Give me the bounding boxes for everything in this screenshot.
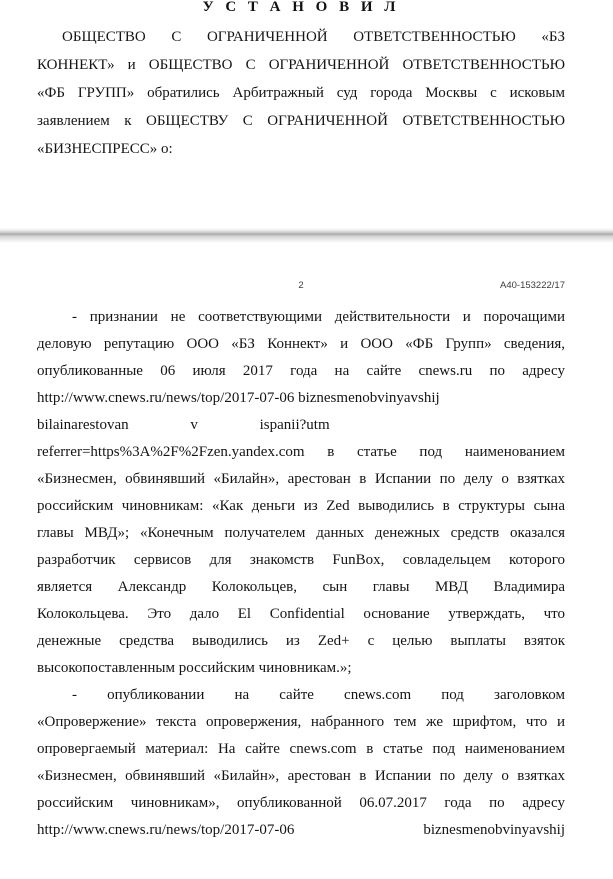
text-line: заявлением к ОБЩЕСТВУ С ОГРАНИЧЕННОЙ ОТВЕТСТВЕННОСТЬЮ bbox=[37, 113, 565, 129]
text-line: http://www.cnews.ru/news/top/2017-07-06 biznesmenobvinyavshij bbox=[37, 822, 565, 838]
page2-body bbox=[37, 304, 565, 844]
text-line: российским чиновникам», опубликованной 06.07.2017 года по адресу bbox=[37, 795, 565, 811]
claim-paragraph-1 bbox=[37, 304, 565, 682]
text-line: - опубликовании на сайте cnews.com под заголовком bbox=[72, 687, 565, 703]
text-line: разработчик сервисов для знакомств FunBox, совладельцем которого bbox=[37, 552, 565, 568]
page-number: 2 bbox=[298, 280, 304, 291]
text-line: опубликованные 06 июля 2017 года на сайте cnews.ru по адресу bbox=[37, 363, 565, 379]
text-line: деловую репутацию ООО «БЗ Коннект» и ООО «ФБ Групп» сведения, bbox=[37, 336, 565, 352]
text-line: ОБЩЕСТВО С ОГРАНИЧЕННОЙ ОТВЕТСТВЕННОСТЬЮ «БЗ bbox=[62, 29, 565, 45]
text-line: «ФБ ГРУПП» обратились Арбитражный суд города Москвы с исковым bbox=[37, 85, 565, 101]
case-number: А40-153222/17 bbox=[500, 280, 565, 291]
claim-paragraph-2 bbox=[37, 682, 565, 844]
page1-paragraph bbox=[37, 23, 565, 163]
text-line: КОННЕКТ» и ОБЩЕСТВО С ОГРАНИЧЕННОЙ ОТВЕТСТВЕННОСТЬЮ bbox=[37, 57, 565, 73]
text-line: «Бизнесмен, обвинявший «Билайн», арестован в Испании по делу о взятках bbox=[37, 768, 565, 784]
text-line: Колокольцева. Это дало El Confidential основание утверждать, что bbox=[37, 606, 565, 622]
text-line: «Опровержение» текста опровержения, набранного тем же шрифтом, что и bbox=[37, 714, 565, 730]
page-header bbox=[37, 280, 565, 292]
text-line: referrer=https%3A%2F%2Fzen.yandex.com в статье под наименованием bbox=[37, 444, 565, 460]
text-line: «БИЗНЕСПРЕСС» о: bbox=[37, 141, 173, 157]
text-line: является Александр Колокольцев, сын главы МВД Владимира bbox=[37, 579, 565, 595]
text-line: главы МВД»; «Конечным получателем данных денежных средств оказался bbox=[37, 525, 565, 541]
text-line: российским чиновникам: «Как деньги из Zed выводились в структуры сына bbox=[37, 498, 565, 514]
page-1 bbox=[0, 0, 613, 228]
page-break-separator bbox=[0, 228, 613, 244]
page-2 bbox=[0, 280, 613, 879]
text-line: «Бизнесмен, обвинявший «Билайн», арестован в Испании по делу о взятках bbox=[37, 471, 565, 487]
section-title: У С Т А Н О В И Л bbox=[202, 0, 400, 15]
text-line: высокопоставленным российским чиновникам.»; bbox=[37, 660, 352, 676]
text-line: bilainarestovan v ispanii?utm bbox=[37, 417, 330, 433]
text-line: - признании не соответствующими действительности и порочащими bbox=[72, 309, 565, 325]
text-line: денежные средства выводились из Zed+ с целью выплаты взяток bbox=[37, 633, 565, 649]
text-line: опровергаемый материал: На сайте cnews.com в статье под наименованием bbox=[37, 741, 565, 757]
text-line: http://www.cnews.ru/news/top/2017-07-06 biznesmenobvinyavshij bbox=[37, 390, 440, 406]
